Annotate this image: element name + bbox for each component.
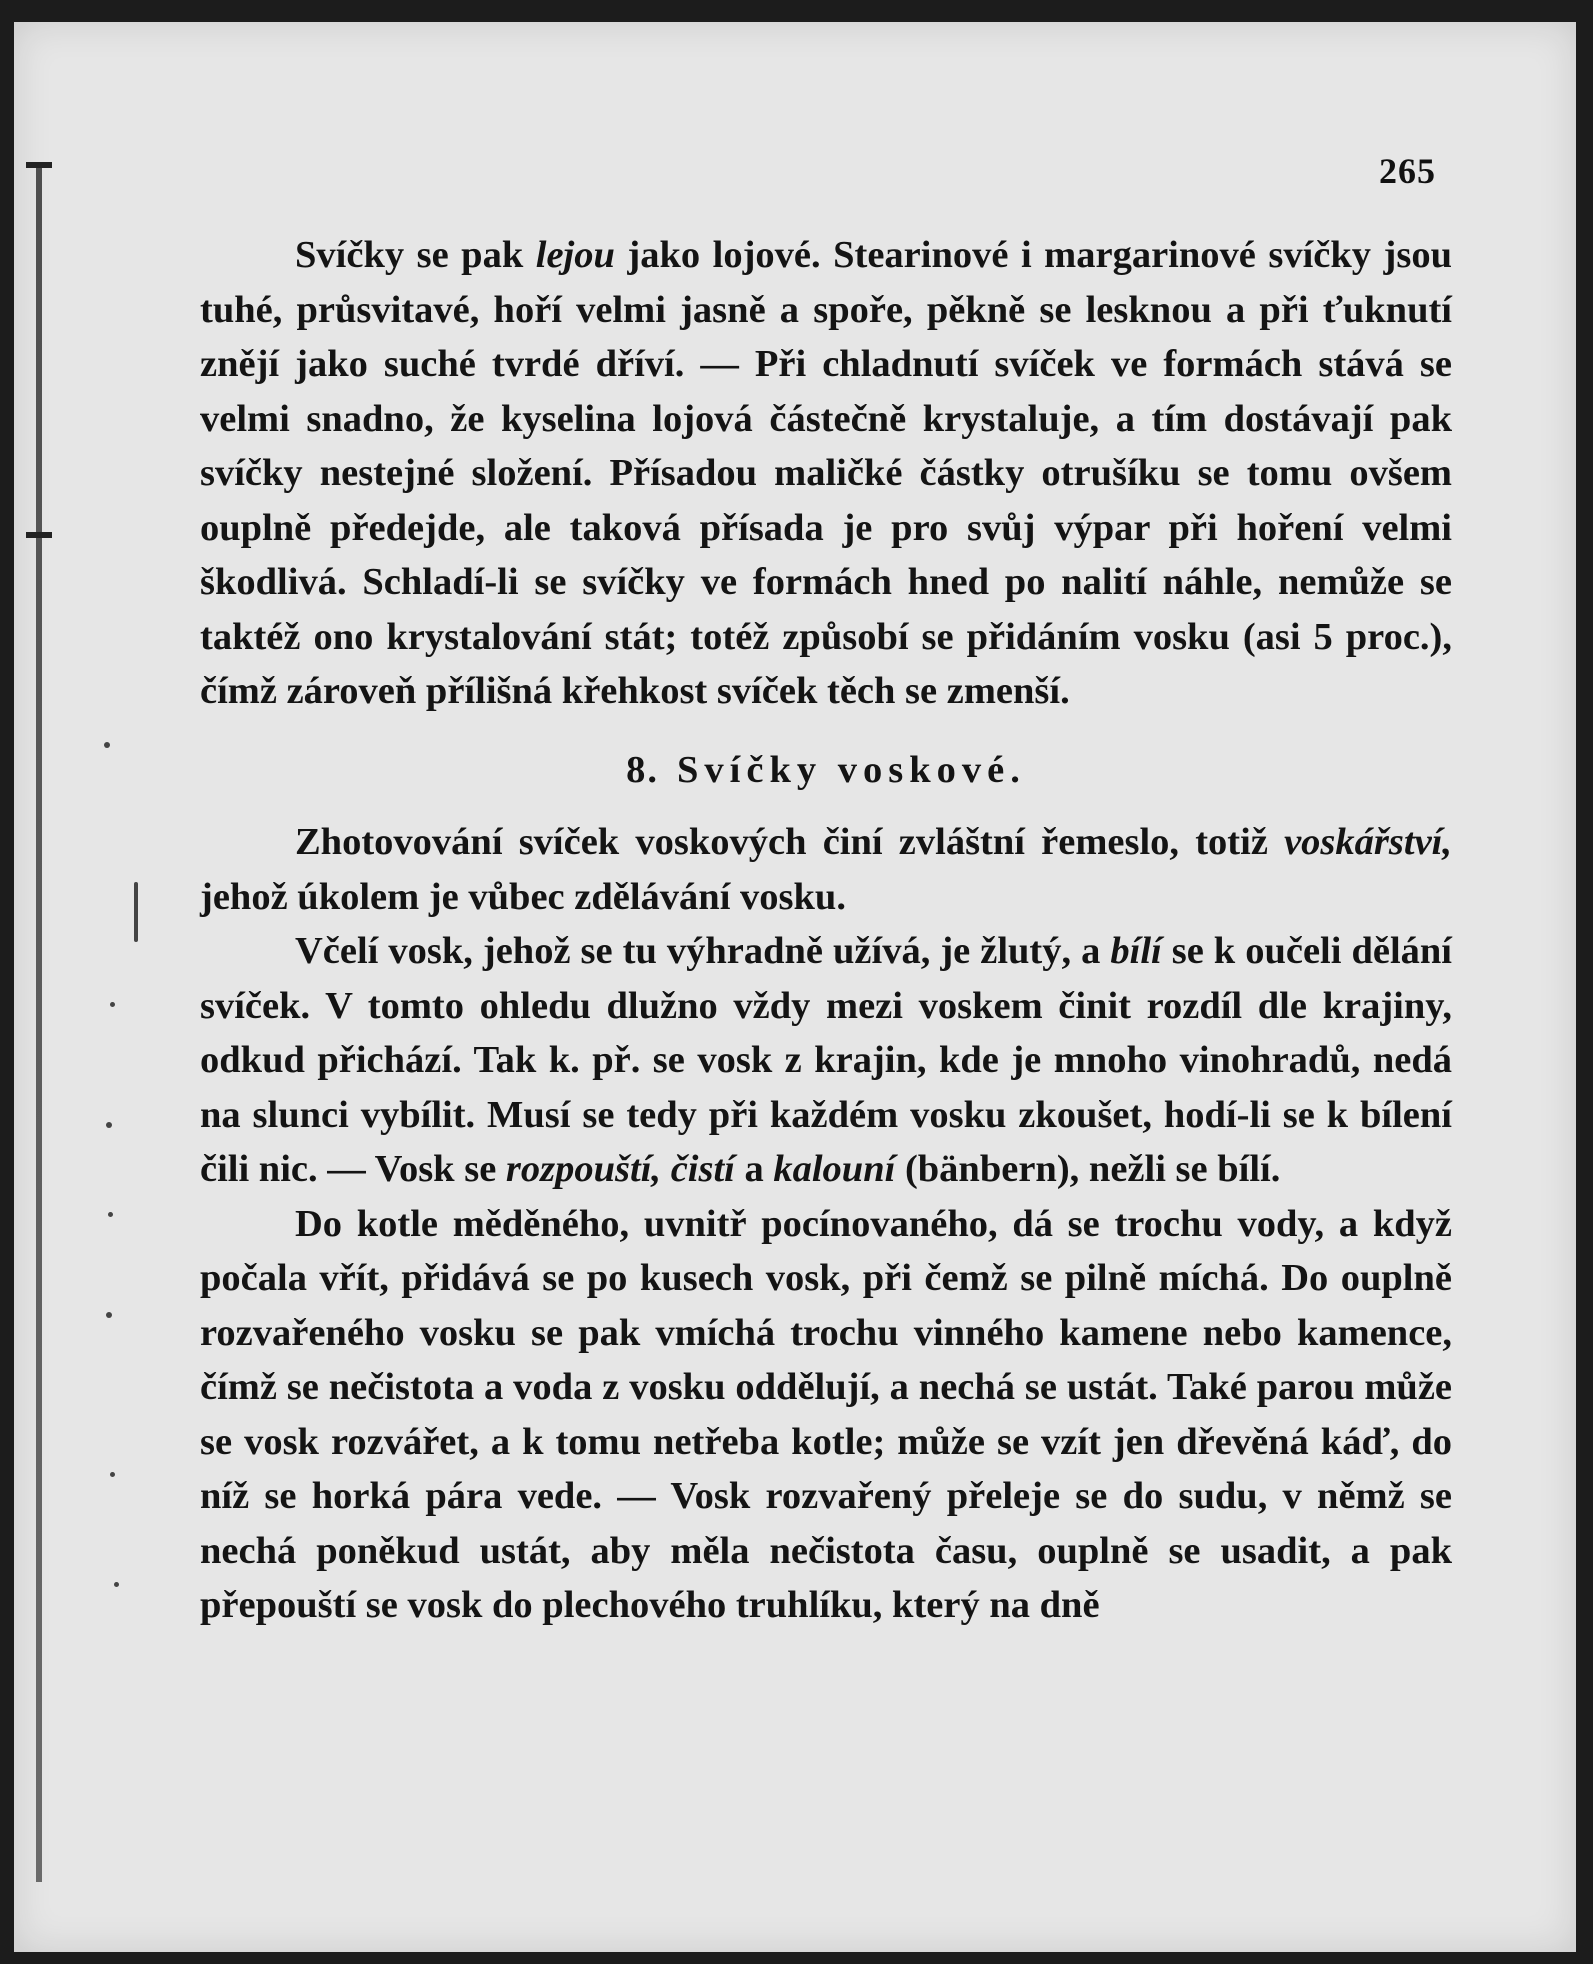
text-run: (bänbern), nežli se bílí. (895, 1148, 1281, 1190)
italic-term: čistí (670, 1148, 735, 1190)
section-paragraphs (200, 815, 1452, 1633)
text-run: Zhotovování svíček voskových činí zvláštní řemeslo, totiž (295, 821, 1285, 863)
paragraph (200, 924, 1452, 1197)
gutter-mark (26, 162, 52, 168)
text-run: Do kotle měděného, uvnitř pocínovaného, dá se trochu vody, a když počala vřít, přidává se po kusech vosk, při čemž se pilně míchá. Do ouplně rozvařeného vosku se pak vmíchá trochu vinného kamene nebo kamence, čímž se nečistota a voda z vosku oddělují, a nechá se ustát. Také parou může se vosk rozvářet, a k tomu netřeba kotle; může se vzít jen dřevěná káď, do níž se horká pára vede. — Vosk rozvařený přeleje se do sudu, v němž se nechá poněkud ustát, aby měla nečistota času, ouplně se usadit, a pak přepouští se vosk do plechového truhlíku, který na dně (200, 1202, 1452, 1626)
binding-gutter (36, 162, 42, 1882)
paragraph (200, 815, 1452, 924)
italic-term: rozpouští, (505, 1148, 662, 1190)
section-number: 8. (626, 748, 660, 791)
paragraph (200, 228, 1452, 719)
text-run: se k oučeli dělání svíček. V tomto ohledu dlužno vždy mezi voskem činit rozdíl dle krajiny, odkud přichází. Tak k. př. se vosk z krajin, kde je mnoho vinohradů, nedá na slunci vybílit. Musí se tedy při každém vosku zkoušet, hodí-li se k bílení čili nic. — Vosk se (200, 930, 1452, 1190)
text-run: Svíčky se pak (295, 234, 536, 276)
section-heading (200, 743, 1452, 798)
section-title: Svíčky voskové. (677, 748, 1026, 791)
text-run: a (734, 1148, 774, 1190)
text-run: jehož úkolem je vůbec zdělávání vosku. (200, 875, 846, 918)
intro-paragraphs (200, 228, 1452, 719)
italic-term: kalouní (773, 1148, 896, 1190)
page-number: 265 (1379, 151, 1436, 191)
text-run: jako lojové. Stearinové i margarinové svíčky jsou tuhé, průsvitavé, hoří velmi jasně a spoře, pěkně se lesknou a při ťuknutí znějí jako suché tvrdé dříví. — Při chladnutí svíček ve formách stává se velmi snadno, že kyselina lojová částečně krystaluje, a tím dostávají pak svíčky nestejné složení. Přísadou maličké částky otrušíku se tomu ovšem ouplně předejde, ale taková přísada je pro svůj výpar při hoření velmi škodlivá. Schladí-li se svíčky ve formách hned po nalití náhle, nemůže se taktéž ono krystalování stát; totéž způsobí se přidáním vosku (asi 5 proc.), čímž zároveň přílišná křehkost svíček těch se zmenší. (200, 234, 1452, 712)
italic-term: lejou (535, 234, 615, 276)
book-page (14, 22, 1576, 1952)
text-run: Včelí vosk, jehož se tu výhradně užívá, je žlutý, a (295, 930, 1111, 972)
gutter-mark (26, 532, 52, 538)
body-text (200, 228, 1452, 1633)
text-run (661, 1148, 671, 1190)
italic-term: bílí (1110, 930, 1162, 972)
italic-term: voskářství, (1284, 821, 1452, 863)
paragraph (200, 1197, 1452, 1633)
